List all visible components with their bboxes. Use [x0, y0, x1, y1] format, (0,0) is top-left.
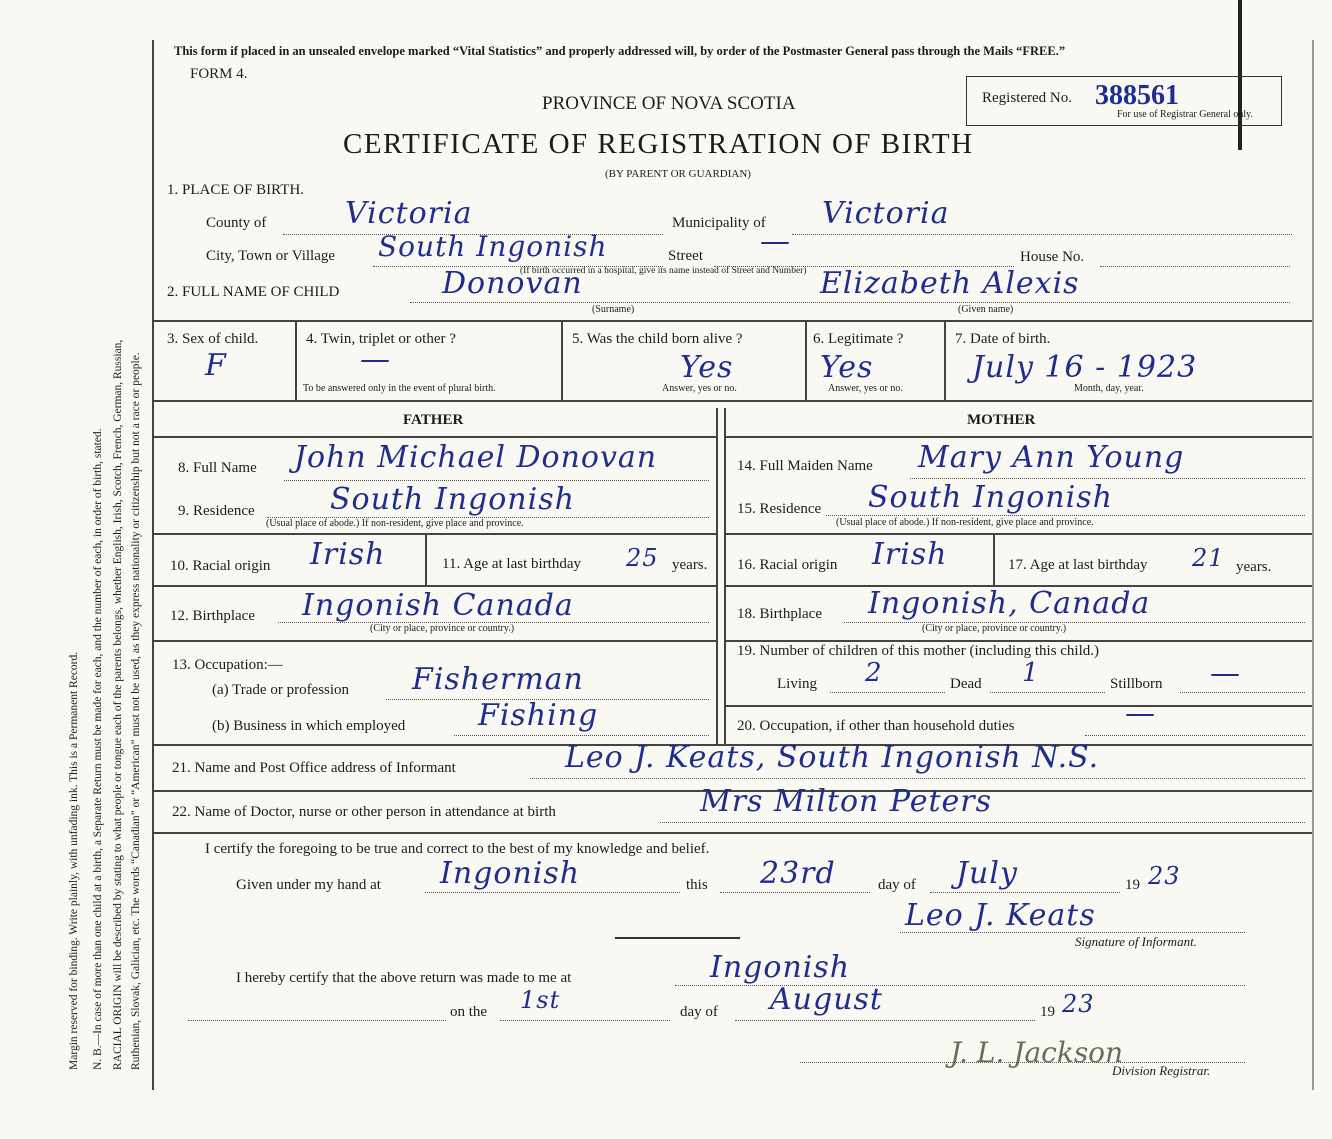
- right-border: [1312, 40, 1314, 1090]
- given-year-prefix: 19: [1125, 877, 1140, 893]
- province-heading: PROVINCE OF NOVA SCOTIA: [542, 93, 796, 114]
- child-surname: Donovan: [442, 266, 583, 301]
- margin-note-4: Ruthenian, Slovak, Galician, etc. The words “Canadian” or “American” must not be used, as they express nationality or citizenship but not a race or people.: [130, 352, 142, 1070]
- county-label: County of: [206, 215, 267, 231]
- living-label: Living: [777, 676, 817, 692]
- mother-row-line-4: [724, 705, 1312, 707]
- dead-value: 1: [1022, 658, 1040, 688]
- row-divider-bottom: [152, 400, 1312, 402]
- stillborn-line: [1180, 692, 1305, 693]
- mother-residence-note: (Usual place of abode.) If non-resident, give place and province.: [836, 517, 1094, 528]
- given-name-note: (Given name): [958, 304, 1014, 315]
- mother-name-line: [910, 478, 1305, 479]
- father-name-label: 8. Full Name: [178, 460, 257, 476]
- given-day-value: 23rd: [760, 856, 836, 891]
- trade-label: (a) Trade or profession: [212, 682, 350, 698]
- mother-birthplace-note: (City or place, province or country.): [922, 623, 1067, 634]
- twin-label: 4. Twin, triplet or other ?: [306, 331, 456, 347]
- binding-mark: [1238, 0, 1242, 150]
- father-race-value: Irish: [310, 537, 386, 572]
- date-value: July 16 - 1923: [972, 350, 1198, 385]
- given-place-line: [425, 892, 680, 893]
- street-label: Street: [668, 248, 703, 264]
- registrar-place-value: Ingonish: [710, 950, 851, 985]
- legitimate-label: 6. Legitimate ?: [813, 331, 904, 347]
- father-residence-label: 9. Residence: [178, 503, 255, 519]
- house-line: [1100, 266, 1290, 267]
- father-name-value: John Michael Donovan: [294, 440, 658, 475]
- father-race-age-divider: [425, 533, 427, 585]
- informant-label: 21. Name and Post Office address of Informant: [172, 760, 456, 776]
- registered-label: Registered No.: [982, 90, 1072, 106]
- divider-5-6: [805, 320, 807, 400]
- row-divider-top: [152, 320, 1312, 322]
- form-number: FORM 4.: [190, 66, 248, 82]
- divider-3-4: [295, 320, 297, 400]
- surname-note: (Surname): [592, 304, 635, 315]
- mother-row-line-1: [724, 533, 1312, 535]
- father-heading-line: [152, 436, 716, 438]
- municipality-line: [792, 234, 1292, 235]
- registered-number: 388561: [1095, 80, 1179, 111]
- mother-occupation-value: —: [1125, 696, 1156, 731]
- registrar-month-line: [735, 1020, 1035, 1021]
- parent-column-divider-b: [724, 408, 726, 744]
- registrar-lead-line: [188, 1020, 446, 1021]
- date-note: Month, day, year.: [1074, 383, 1144, 394]
- this-label: this: [686, 877, 708, 893]
- municipality-value: Victoria: [822, 196, 950, 231]
- given-place-value: Ingonish: [440, 856, 581, 891]
- given-year-value: 23: [1148, 862, 1181, 890]
- registrar-month-value: August: [770, 982, 883, 1017]
- city-label: City, Town or Village: [206, 248, 336, 264]
- mother-row-line-3: [724, 640, 1312, 642]
- registrar-year-prefix: 19: [1040, 1004, 1055, 1020]
- mail-notice: This form if placed in an unsealed envelope marked “Vital Statistics” and properly addressed will, by order of the Postmaster General pass through the Mails “FREE.”: [174, 44, 1066, 58]
- separator-line: [615, 937, 740, 939]
- certify-statement: I certify the foregoing to be true and correct to the best of my knowledge and belief.: [205, 841, 710, 857]
- living-line: [830, 692, 945, 693]
- divider-6-7: [944, 320, 946, 400]
- business-label: (b) Business in which employed: [212, 718, 406, 734]
- division-registrar-label: Division Registrar.: [1112, 1063, 1211, 1078]
- attendant-label: 22. Name of Doctor, nurse or other person in attendance at birth: [172, 804, 556, 820]
- left-border: [152, 40, 154, 1090]
- given-dayof-label: day of: [878, 877, 916, 893]
- mother-name-value: Mary Ann Young: [918, 440, 1185, 475]
- informant-line: [530, 778, 1305, 779]
- father-age-years: years.: [672, 557, 708, 573]
- twin-note: To be answered only in the event of plural birth.: [303, 383, 496, 394]
- stillborn-label: Stillborn: [1110, 676, 1163, 692]
- father-name-line: [284, 480, 709, 481]
- mother-race-label: 16. Racial origin: [737, 557, 838, 573]
- informant-value: Leo J. Keats, South Ingonish N.S.: [565, 740, 1100, 775]
- child-name-line: [410, 302, 1290, 303]
- mother-age-label: 17. Age at last birthday: [1008, 557, 1148, 573]
- stillborn-value: —: [1210, 656, 1241, 691]
- certificate-subtitle: (BY PARENT OR GUARDIAN): [605, 168, 751, 180]
- business-line: [454, 735, 709, 736]
- father-heading: FATHER: [403, 412, 464, 428]
- informant-signature: Leo J. Keats: [905, 898, 1096, 933]
- legitimate-value: Yes: [820, 350, 874, 385]
- father-birthplace-value: Ingonish Canada: [302, 588, 574, 623]
- children-count-label: 19. Number of children of this mother (including this child.): [737, 643, 1100, 659]
- house-no-label: House No.: [1020, 249, 1085, 265]
- alive-note: Answer, yes or no.: [662, 383, 737, 394]
- given-month-value: July: [956, 856, 1018, 891]
- registrar-signature: J. L. Jackson: [950, 1036, 1124, 1069]
- municipality-label: Municipality of: [672, 215, 766, 231]
- hospital-note: (If birth occurred in a hospital, give its name instead of Street and Number): [520, 266, 807, 276]
- registrar-statement: I hereby certify that the above return was made to me at: [236, 970, 572, 986]
- father-age-value: 25: [626, 544, 659, 572]
- father-birthplace-note: (City or place, province or country.): [370, 623, 515, 634]
- mother-birthplace-label: 18. Birthplace: [737, 606, 822, 622]
- dead-line: [990, 692, 1105, 693]
- alive-value: Yes: [680, 350, 734, 385]
- business-value: Fishing: [478, 698, 599, 733]
- father-residence-value: South Ingonish: [330, 482, 575, 517]
- registrar-place-line: [675, 985, 1245, 986]
- signature-of-informant-label: Signature of Informant.: [1075, 934, 1197, 949]
- legitimate-note: Answer, yes or no.: [828, 383, 903, 394]
- margin-note-3: RACIAL ORIGIN will be described by stating to what people or tongue each of the parents belongs, whether English, Irish, Scotch, French, German, Russian,: [112, 339, 124, 1070]
- father-birthplace-label: 12. Birthplace: [170, 608, 255, 624]
- father-residence-note: (Usual place of abode.) If non-resident, give place and province.: [266, 518, 524, 529]
- attendant-line: [660, 822, 1305, 823]
- given-month-line: [930, 892, 1120, 893]
- registered-box: [966, 76, 1282, 126]
- mother-occupation-line: [1085, 735, 1305, 736]
- twin-value: —: [360, 342, 391, 377]
- informant-signature-line: [900, 932, 1245, 933]
- mother-residence-line: [826, 515, 1305, 516]
- given-day-line: [720, 892, 870, 893]
- given-under-label: Given under my hand at: [236, 877, 381, 893]
- mother-birthplace-value: Ingonish, Canada: [868, 586, 1151, 621]
- father-row-line-3: [152, 640, 716, 642]
- father-row-line-1: [152, 533, 716, 535]
- attendant-value: Mrs Milton Peters: [700, 784, 993, 819]
- certificate-title: CERTIFICATE OF REGISTRATION OF BIRTH: [343, 128, 974, 160]
- alive-label: 5. Was the child born alive ?: [572, 331, 743, 347]
- date-label: 7. Date of birth.: [955, 331, 1051, 347]
- mother-age-years: years.: [1236, 559, 1272, 575]
- registrar-dayof-label: day of: [680, 1004, 718, 1020]
- street-value: —: [760, 224, 791, 259]
- parent-column-divider-a: [716, 408, 718, 744]
- mother-heading-line: [724, 436, 1312, 438]
- mother-race-value: Irish: [872, 537, 948, 572]
- mother-race-age-divider: [993, 533, 995, 585]
- dead-label: Dead: [950, 676, 982, 692]
- occupation-label: 13. Occupation:—: [172, 657, 283, 673]
- living-value: 2: [865, 658, 883, 688]
- mother-residence-label: 15. Residence: [737, 501, 822, 517]
- registrar-day-value: 1st: [520, 986, 561, 1014]
- row-divider-attendant-bottom: [152, 832, 1312, 834]
- on-the-label: on the: [450, 1004, 488, 1020]
- registrar-year-value: 23: [1062, 990, 1095, 1018]
- sex-value: F: [205, 348, 227, 383]
- registrar-day-line: [500, 1020, 670, 1021]
- trade-value: Fisherman: [412, 662, 584, 697]
- county-value: Victoria: [345, 196, 473, 231]
- place-of-birth-label: 1. PLACE OF BIRTH.: [167, 182, 305, 198]
- father-row-line-2: [152, 585, 716, 587]
- sex-label: 3. Sex of child.: [167, 331, 259, 347]
- margin-note-1: Margin reserved for binding. Write plainly, with unfading ink. This is a Permanent Record.: [68, 651, 80, 1070]
- father-age-label: 11. Age at last birthday: [442, 556, 581, 572]
- divider-4-5: [561, 320, 563, 400]
- mother-residence-value: South Ingonish: [868, 480, 1113, 515]
- father-race-label: 10. Racial origin: [170, 558, 271, 574]
- mother-occupation-label: 20. Occupation, if other than household duties: [737, 718, 1015, 734]
- child-name-label: 2. FULL NAME OF CHILD: [167, 284, 340, 300]
- mother-birthplace-line: [844, 622, 1305, 623]
- margin-note-2: N. B.—In case of more than one child at a birth, a Separate Return must be made for each, and the number of each, in order of birth, stated.: [92, 428, 104, 1070]
- mother-heading: MOTHER: [967, 412, 1036, 428]
- mother-age-value: 21: [1192, 544, 1225, 572]
- city-value: South Ingonish: [378, 230, 608, 263]
- registrar-use-note: For use of Registrar General only.: [1117, 109, 1253, 120]
- child-given-name: Elizabeth Alexis: [820, 266, 1080, 301]
- mother-name-label: 14. Full Maiden Name: [737, 458, 873, 474]
